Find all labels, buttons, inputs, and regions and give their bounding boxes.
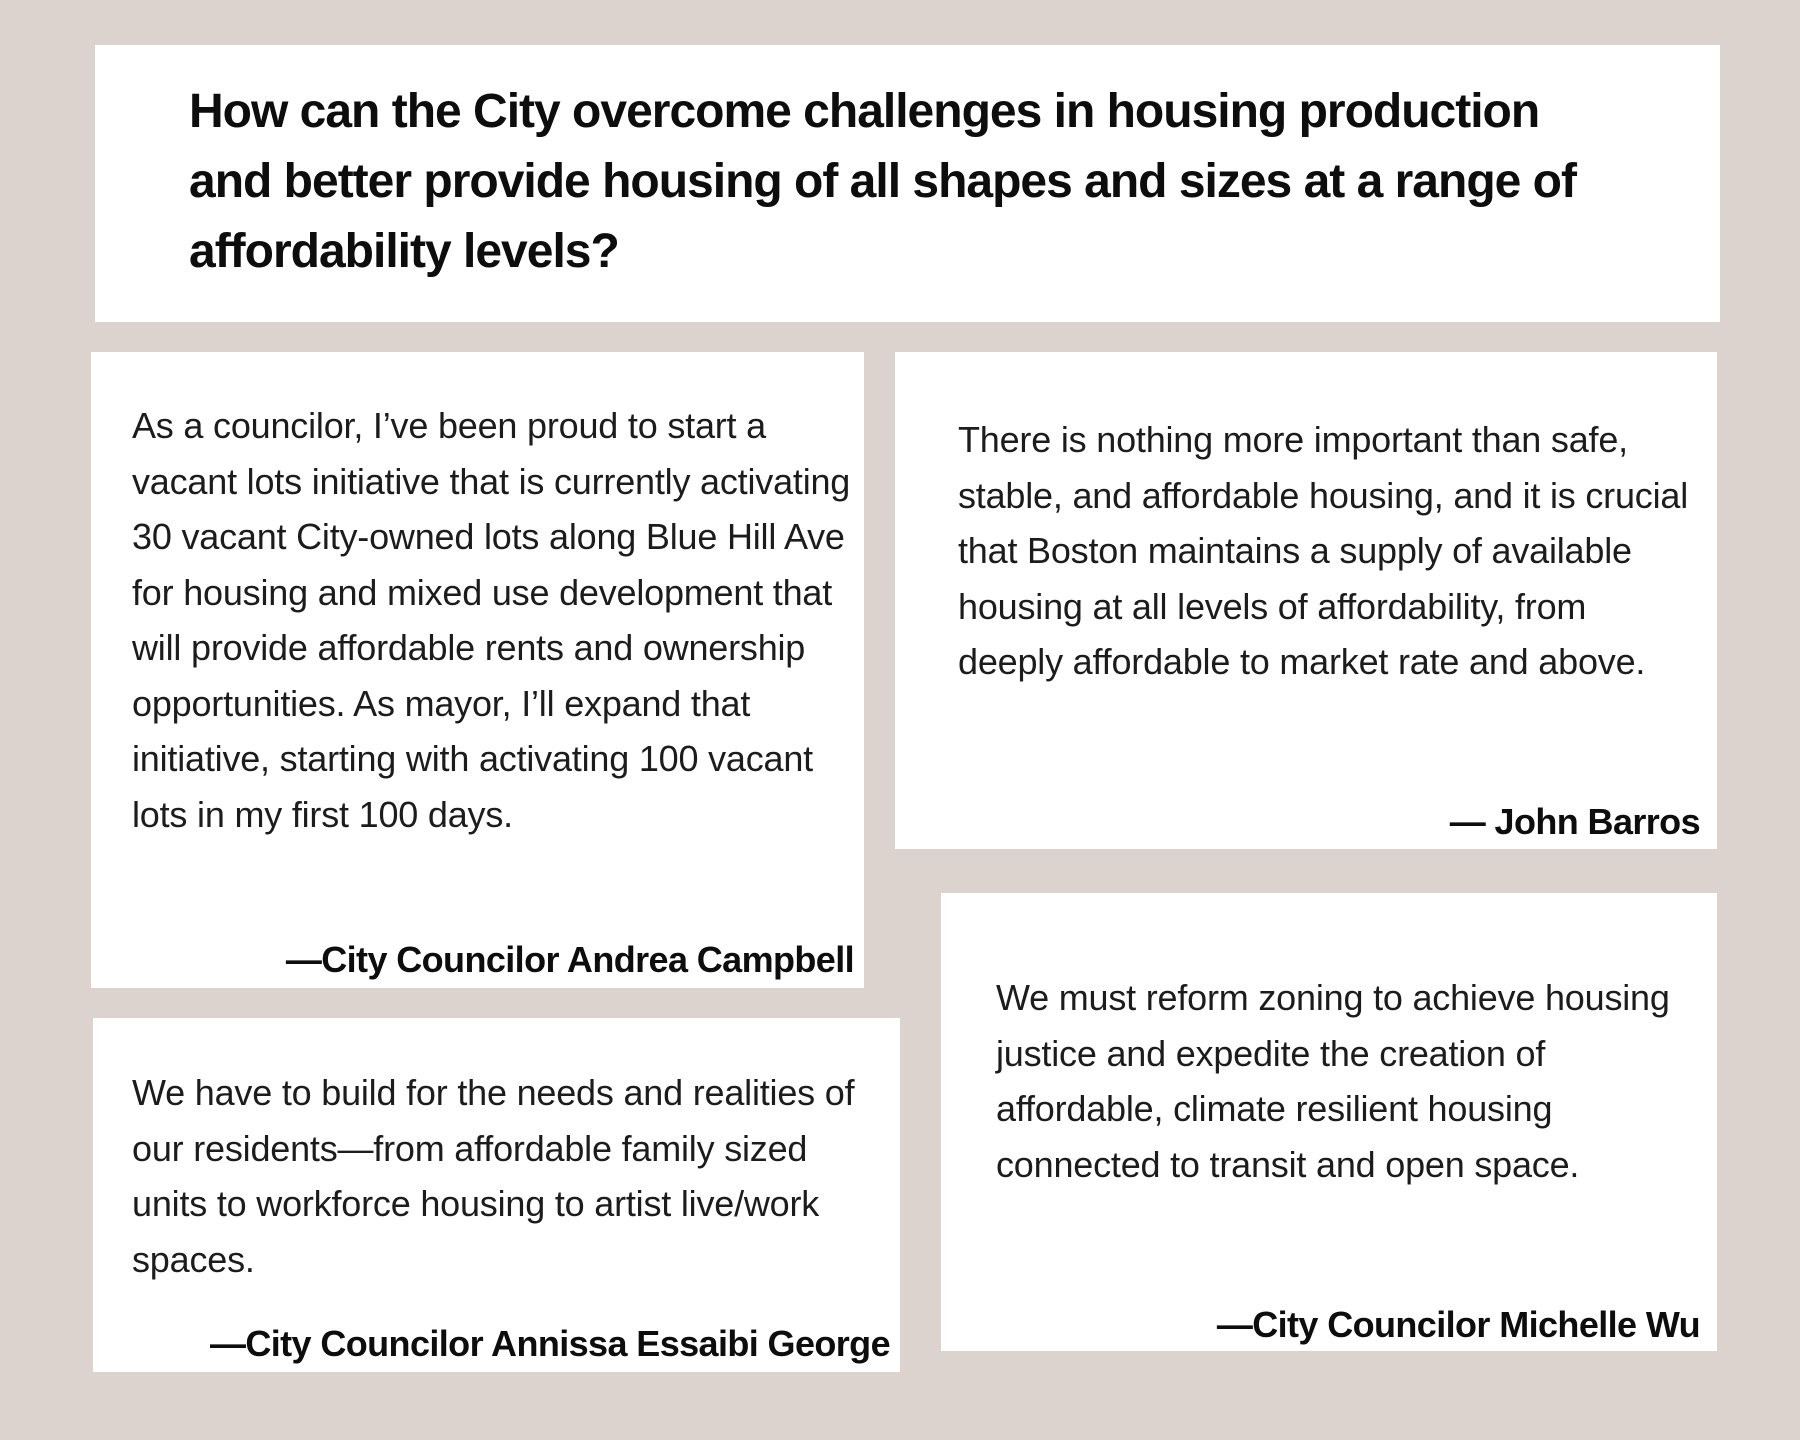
attribution-essaibi-george: —City Councilor Annissa Essaibi George xyxy=(209,1323,890,1364)
question-card xyxy=(95,45,1720,322)
quote-card-campbell xyxy=(91,352,864,988)
question-heading: How can the City overcome challenges in housing production and better provide housing of all shapes and sizes at a range of affordability levels? xyxy=(189,85,1576,278)
attribution-campbell: —City Councilor Andrea Campbell xyxy=(285,939,854,980)
quote-text-barros: There is nothing more important than safe, stable, and affordable housing, and it is crucial that Boston maintains a supply of available housing at all levels of affordability, from deeply affordable to market rate and above. xyxy=(958,419,1689,682)
attribution-barros: — John Barros xyxy=(1449,801,1700,842)
quote-card-barros xyxy=(895,352,1717,849)
quote-card-essaibi-george xyxy=(93,1018,900,1372)
quote-text-essaibi-george: We have to build for the needs and realities of our residents—from affordable family sized units to workforce housing to artist live/work spaces. xyxy=(132,1072,855,1280)
quote-card-wu xyxy=(941,893,1717,1351)
attribution-wu: —City Councilor Michelle Wu xyxy=(1216,1304,1700,1345)
quote-text-wu: We must reform zoning to achieve housing justice and expedite the creation of affordable, climate resilient housing connected to transit and open space. xyxy=(996,977,1670,1185)
quote-text-campbell: As a councilor, I’ve been proud to start a vacant lots initiative that is currently activating 30 vacant City-owned lots along Blue Hill Ave for housing and mixed use development that will provide affordable rents and ownership opportunities. As mayor, I’ll expand that initiative, starting with activating 100 vacant lots in my first 100 days. xyxy=(132,405,851,835)
